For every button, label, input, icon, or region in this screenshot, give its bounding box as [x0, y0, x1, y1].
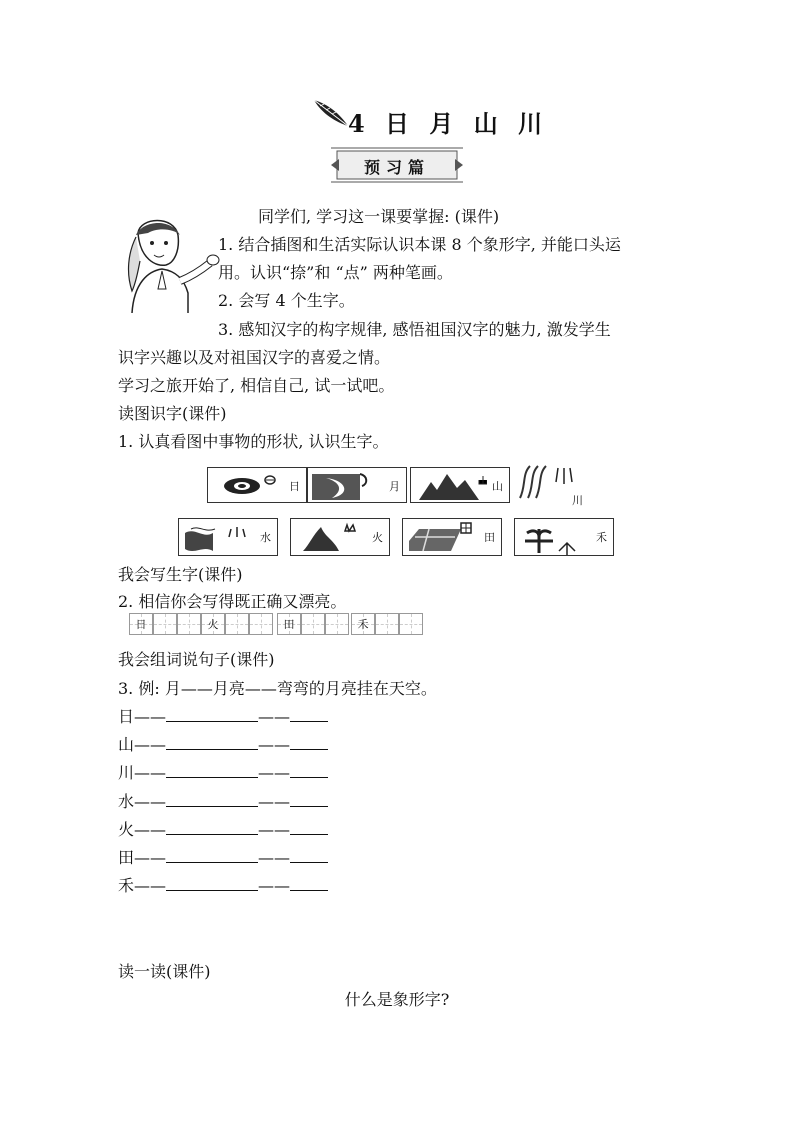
grid-cell[interactable]	[225, 613, 249, 635]
grain-icon	[519, 521, 585, 555]
pic-label-mountain: 山	[492, 480, 503, 493]
writing-grid	[129, 613, 423, 637]
pic-card-water	[178, 518, 278, 556]
sun-icon	[218, 474, 278, 498]
section3-heading: 我会组词说句子(课件)	[118, 650, 275, 669]
grid-cell[interactable]	[249, 613, 273, 635]
grid-cell[interactable]	[325, 613, 349, 635]
sentence-blank[interactable]	[290, 820, 328, 835]
goal-1-cont: 用。认识“捺”和 “点” 两种笔画。	[218, 263, 453, 282]
word-blank[interactable]	[166, 848, 258, 863]
goal-2: 2. 会写 4 个生字。	[218, 291, 355, 310]
grid-cell-tian[interactable]: 田	[277, 613, 301, 635]
word-line-tian: 田—— ——	[118, 848, 328, 868]
sentence-blank[interactable]	[290, 763, 328, 778]
goal-3: 3. 感知汉字的构字规律, 感悟祖国汉字的魅力, 激发学生	[218, 320, 611, 339]
word-line-chuan: 川—— ——	[118, 763, 328, 783]
section3-example: 3. 例: 月——月亮——弯弯的月亮挂在天空。	[118, 679, 437, 698]
teacher-illustration	[118, 213, 223, 315]
sentence-blank[interactable]	[290, 876, 328, 891]
pic-card-river	[516, 462, 586, 508]
pic-label-sun: 日	[289, 480, 300, 493]
pic-card-sun	[207, 467, 307, 503]
banner-label: 预习篇	[363, 158, 430, 177]
word-line-he: 禾—— ——	[118, 876, 328, 896]
pic-label-moon: 月	[389, 480, 400, 493]
word-blank[interactable]	[166, 876, 258, 891]
river-icon	[516, 462, 576, 502]
pic-label-grain: 禾	[596, 531, 607, 544]
goal-1: 1. 结合插图和生活实际认识本课 8 个象形字, 并能口头运	[218, 235, 621, 254]
pic-label-fire: 火	[372, 531, 383, 544]
section2-item: 2. 相信你会写得既正确又漂亮。	[118, 592, 347, 611]
word-blank[interactable]	[166, 763, 258, 778]
water-icon	[183, 523, 249, 553]
word-line-shui: 水—— ——	[118, 792, 328, 812]
fire-icon	[299, 521, 365, 553]
moon-icon	[312, 470, 372, 500]
mountain-icon	[417, 472, 487, 502]
word-line-huo: 火—— ——	[118, 820, 328, 840]
word-line-ri: 日—— ——	[118, 707, 328, 727]
grid-cell[interactable]	[177, 613, 201, 635]
pic-card-moon	[307, 467, 407, 503]
sentence-blank[interactable]	[290, 792, 328, 807]
section4-heading: 读一读(课件)	[118, 962, 211, 981]
sentence-blank[interactable]	[290, 848, 328, 863]
grid-cell[interactable]	[301, 613, 325, 635]
goal-3-cont: 识字兴趣以及对祖国汉字的喜爱之情。	[118, 348, 391, 367]
word-blank[interactable]	[166, 820, 258, 835]
pic-label-water: 水	[260, 531, 271, 544]
section4-subtitle: 什么是象形字?	[344, 990, 450, 1009]
pic-card-mountain	[410, 467, 510, 503]
grid-cell[interactable]	[375, 613, 399, 635]
section1-heading: 读图识字(课件)	[118, 404, 227, 423]
pic-card-grain	[514, 518, 614, 556]
lesson-title: 4 日 月 山 川	[348, 109, 549, 138]
pic-label-field: 田	[484, 531, 495, 544]
word-blank[interactable]	[166, 735, 258, 750]
start-line: 学习之旅开始了, 相信自己, 试一试吧。	[118, 376, 395, 395]
sentence-blank[interactable]	[290, 707, 328, 722]
field-icon	[407, 521, 477, 553]
grid-cell-he[interactable]: 禾	[351, 613, 375, 635]
word-blank[interactable]	[166, 792, 258, 807]
grid-cell[interactable]	[399, 613, 423, 635]
grid-cell-ri[interactable]: 日	[129, 613, 153, 635]
pic-label-river: 川	[572, 494, 583, 507]
word-blank[interactable]	[166, 707, 258, 722]
section1-item: 1. 认真看图中事物的形状, 认识生字。	[118, 432, 389, 451]
grid-cell[interactable]	[153, 613, 177, 635]
word-line-shan: 山—— ——	[118, 735, 328, 755]
pic-card-fire	[290, 518, 390, 556]
sentence-blank[interactable]	[290, 735, 328, 750]
section2-heading: 我会写生字(课件)	[118, 565, 243, 584]
quill-icon	[310, 96, 352, 130]
grid-cell-huo[interactable]: 火	[201, 613, 225, 635]
intro-line: 同学们, 学习这一课要掌握: (课件)	[258, 207, 500, 226]
pic-card-field	[402, 518, 502, 556]
